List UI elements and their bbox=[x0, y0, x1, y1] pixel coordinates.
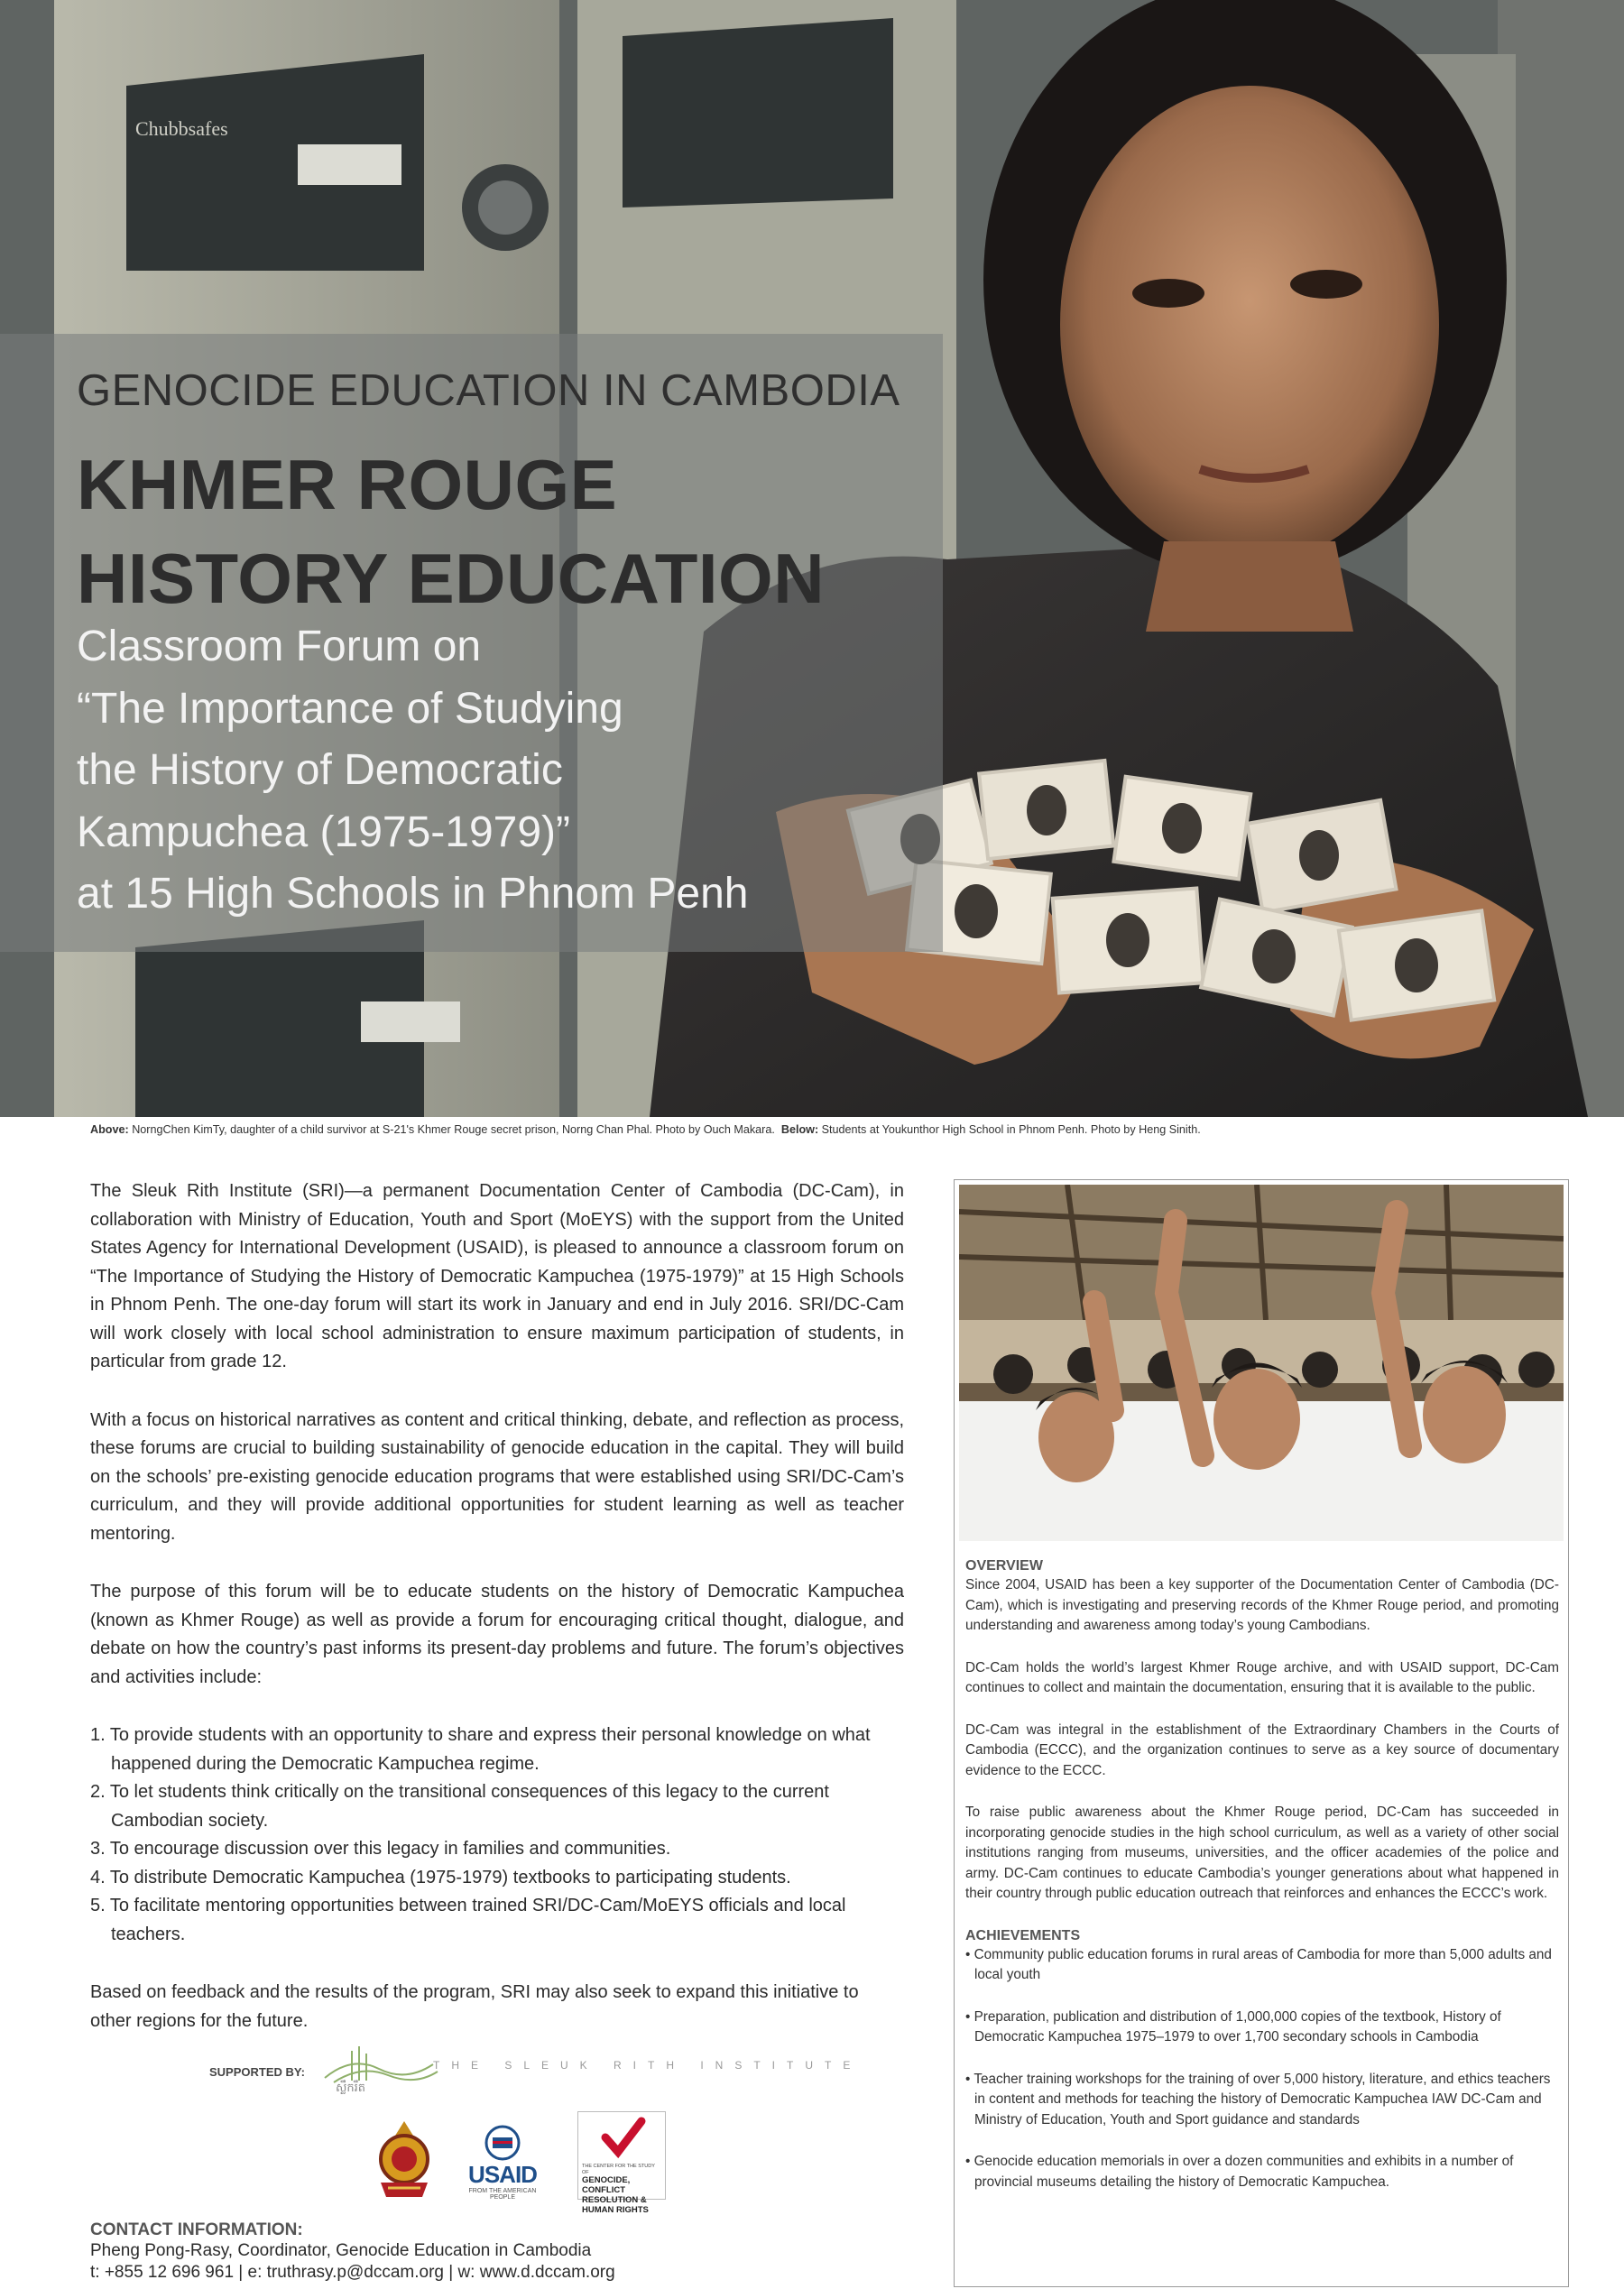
overview-paragraph: DC-Cam holds the world’s largest Khmer Rouge archive, and with USAID support, DC-Cam continues to collect and maintain the documentation, ensuring that it is available to the public. bbox=[965, 1659, 1559, 1695]
caption-below-label: Below: bbox=[780, 1123, 819, 1136]
subtitle-line: “The Importance of Studying bbox=[77, 684, 623, 733]
classroom-photo bbox=[959, 1185, 1564, 1541]
photo-caption bbox=[90, 1123, 1570, 1136]
caption-below-text: Students at Youkunthor High School in Phnom Penh. Photo by Heng Sinith. bbox=[821, 1123, 1201, 1136]
sidebar-content bbox=[965, 1556, 1559, 2214]
achievements-list bbox=[965, 1945, 1559, 2193]
caption-above-label: Above: bbox=[90, 1123, 129, 1136]
achievements-heading: ACHIEVEMENTS bbox=[965, 1927, 1081, 1943]
usaid-seal-icon bbox=[462, 2125, 543, 2163]
contact-line: Pheng Pong-Rasy, Coordinator, Genocide Education in Cambodia bbox=[90, 2241, 592, 2260]
usaid-tagline: FROM THE AMERICAN PEOPLE bbox=[468, 2188, 537, 2201]
headline-line: HISTORY EDUCATION bbox=[77, 539, 826, 618]
contact-heading: CONTACT INFORMATION: bbox=[90, 2220, 303, 2239]
sleuk-rith-logo-icon bbox=[316, 2037, 442, 2091]
closing-paragraph: Based on feedback and the results of the program, SRI may also seek to expand this initiative to other regions for the future. bbox=[90, 1982, 859, 2031]
cscghr-small-text: THE CENTER FOR THE STUDY OF bbox=[582, 2164, 655, 2175]
subtitle bbox=[77, 616, 925, 926]
kicker-heading: GENOCIDE EDUCATION IN CAMBODIA bbox=[77, 366, 900, 415]
achievement-item: • Preparation, publication and distribution of 1,000,000 copies of the textbook, History of Democratic Kampuchea 1975–1979 to over 1,700 secondary schools in Cambodia bbox=[965, 2008, 1501, 2044]
body-paragraph: With a focus on historical narratives as content and critical thinking, debate, and reflection as process, these forums are crucial to building sustainability of genocide education in the capital. They will build on the schools’ pre-existing genocide education programs that were established using SRI/DC-Cam’s curriculum, and they will provide additional opportunities for student learning as well as teacher mentoring. bbox=[90, 1409, 904, 1544]
subtitle-line: at 15 High Schools in Phnom Penh bbox=[77, 870, 749, 918]
achievement-item: • Genocide education memorials in over a dozen communities and exhibits in a number of provincial museums detailing the history of Democratic Kampuchea. bbox=[965, 2154, 1514, 2190]
checkmark-icon bbox=[578, 2112, 665, 2163]
overview-paragraph: To raise public awareness about the Khmer Rouge period, DC-Cam has succeeded in incorporating genocide studies in the high school curriculum, as well as a variety of other social institutions ranging from museums, universities, and the officer academies of the police and army. DC-Cam continues to educate Cambodia’s younger generations about what happened in their country through public education outreach that reinforces and enhances the ECCC’s work. bbox=[965, 1804, 1559, 1901]
cscghr-name: GENOCIDE, CONFLICT RESOLUTION & HUMAN RIGHTS bbox=[582, 2175, 649, 2215]
objective-item: 2. To let students think critically on the transitional consequences of this legacy to the current Cambodian society. bbox=[90, 1782, 829, 1831]
subtitle-line: the History of Democratic bbox=[77, 746, 563, 794]
subtitle-line: Kampuchea (1975-1979)” bbox=[77, 808, 571, 856]
subtitle-line: Classroom Forum on bbox=[77, 623, 482, 670]
contact-line: t: +855 12 696 961 | e: truthrasy.p@dccam.org | w: www.d.dccam.org bbox=[90, 2263, 615, 2282]
usaid-wordmark: USAID bbox=[468, 2161, 537, 2188]
moeys-emblem-icon bbox=[372, 2118, 437, 2201]
objectives-list bbox=[90, 1721, 904, 1949]
sleuk-rith-name: THE SLEUK RITH INSTITUTE bbox=[433, 2059, 863, 2072]
objective-item: 3. To encourage discussion over this legacy in families and communities. bbox=[90, 1839, 671, 1859]
achievement-item: • Community public education forums in rural areas of Cambodia for more than 5,000 adults and local youth bbox=[965, 1946, 1552, 1982]
main-body bbox=[90, 1177, 904, 2065]
body-paragraph: The Sleuk Rith Institute (SRI)—a permanent Documentation Center of Cambodia (DC-Cam), in collaboration with Ministry of Education, Youth and Sport (MoEYS) with the support from the United States Agency for International Development (USAID), is pleased to announce a classroom forum on “The Importance of Studying the History of Democratic Kampuchea (1975-1979)” at 15 High Schools in Phnom Penh. The one-day forum will start its work in January and end in July 2016. SRI/DC-Cam will work closely with local school administration to ensure maximum participation of students, in particular from grade 12. bbox=[90, 1181, 904, 1371]
body-paragraph: The purpose of this forum will be to educate students on the history of Democratic Kampuchea (known as Khmer Rouge) as well as provide a forum for encouraging critical thought, dialogue, and debate on how the country’s past informs its present-day problems and future. The forum’s objectives and activities include: bbox=[90, 1582, 904, 1687]
overview-heading: OVERVIEW bbox=[965, 1558, 1043, 1574]
sleuk-rith-khmer-name: ស្លឹករឹត bbox=[336, 2081, 366, 2094]
caption-above-text: NorngChen KimTy, daughter of a child survivor at S-21's Khmer Rouge secret prison, Norng Chan Phal. Photo by Ouch Makara. bbox=[132, 1123, 775, 1136]
hero-photo bbox=[0, 0, 1624, 1117]
contact-section bbox=[90, 2220, 902, 2284]
usaid-logo bbox=[462, 2125, 543, 2201]
objective-item: 4. To distribute Democratic Kampuchea (1975-1979) textbooks to participating students. bbox=[90, 1867, 791, 1888]
supported-by-label: SUPPORTED BY: bbox=[209, 2065, 305, 2079]
objective-item: 1. To provide students with an opportunity to share and express their personal knowledge on what happened during the Democratic Kampuchea regime. bbox=[90, 1725, 871, 1774]
headline-line: KHMER ROUGE bbox=[77, 445, 618, 524]
main-headline bbox=[77, 438, 825, 625]
cscghr-logo bbox=[577, 2111, 666, 2215]
classroom-photo-illustration bbox=[959, 1185, 1564, 1541]
overview-paragraph: DC-Cam was integral in the establishment of the Extraordinary Chambers in the Courts of Cambodia (ECCC), and the organization continues to serve as a key source of documentary evidence to the ECCC. bbox=[965, 1721, 1559, 1778]
achievement-item: • Teacher training workshops for the training of over 5,000 history, literature, and ethics teachers in content and methods for teaching the history of Democratic Kampuchea IAW DC-Cam and Ministry of Education, Youth and Sport guidance and standards bbox=[965, 2071, 1551, 2127]
cabinet-label: Chubbsafes bbox=[135, 117, 228, 140]
objective-item: 5. To facilitate mentoring opportunities between trained SRI/DC-Cam/MoEYS officials and local teachers. bbox=[90, 1896, 846, 1944]
overview-paragraph: Since 2004, USAID has been a key supporter of the Documentation Center of Cambodia (DC-Cam), which is investigating and preserving records of the Khmer Rouge period, and promoting understanding and awareness among today’s young Cambodians. bbox=[965, 1577, 1559, 1633]
